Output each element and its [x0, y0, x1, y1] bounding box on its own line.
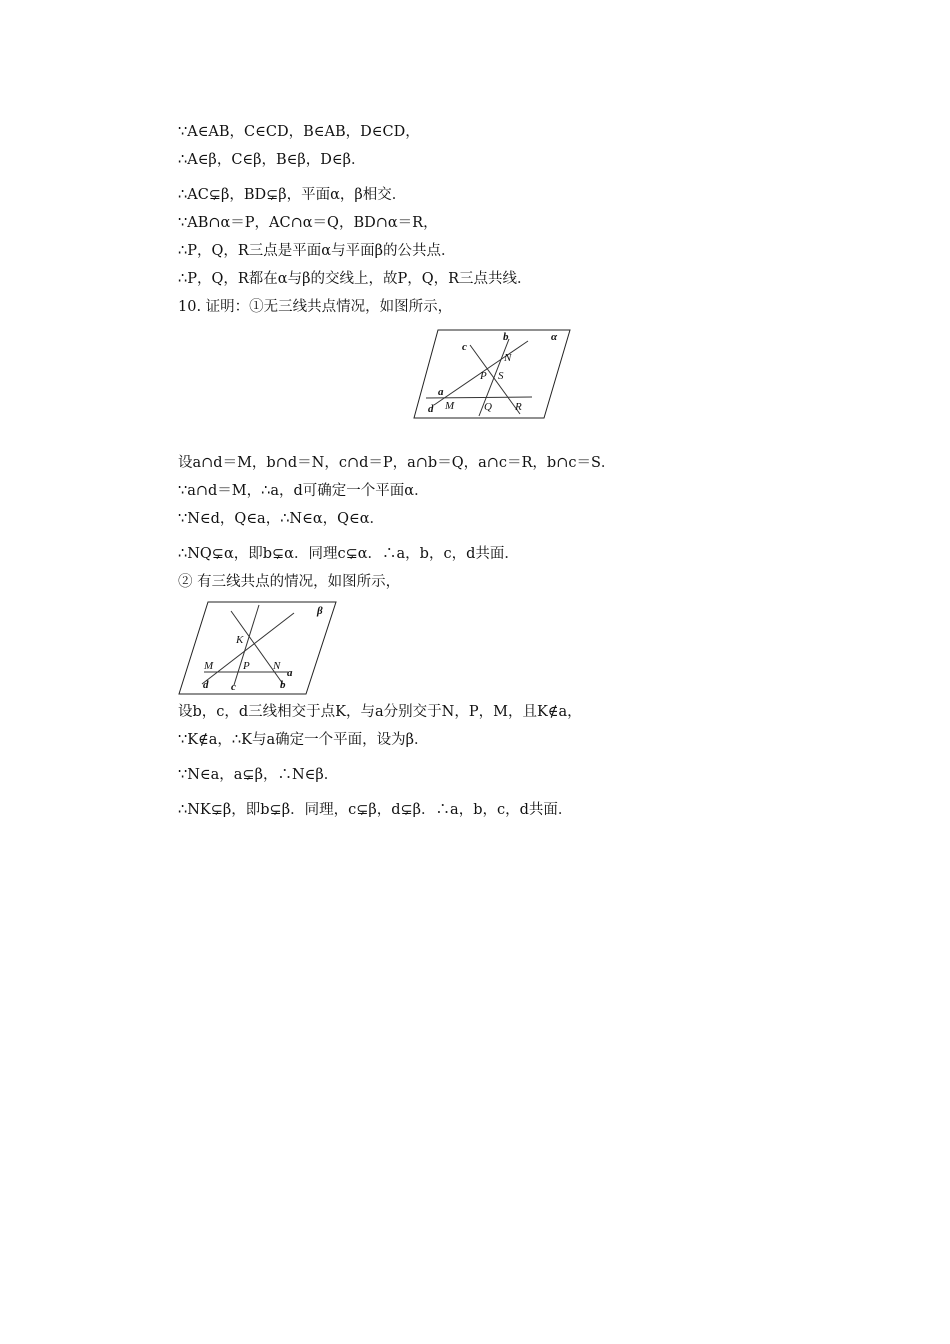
- label-M: M: [204, 660, 214, 672]
- label-R: R: [515, 401, 522, 413]
- proof-line-7: 设a∩d＝M，b∩d＝N，c∩d＝P，a∩b＝Q，a∩c＝R，b∩c＝S．: [178, 455, 616, 471]
- figure-no-three-lines-concurrent: [410, 324, 575, 426]
- proof-line-3: ∴AC⊊β，BD⊊β，平面α，β相交．: [178, 187, 407, 203]
- plane-alpha-label: α: [551, 331, 558, 343]
- line-b: [231, 611, 283, 684]
- proof-line-12: ∵K∉a，∴K与a确定一个平面，设为β．: [178, 732, 429, 748]
- label-Q: Q: [484, 401, 492, 413]
- label-N: N: [273, 660, 281, 672]
- label-c: c: [462, 341, 467, 353]
- label-S: S: [498, 370, 504, 382]
- proof-line-13: ∵N∈a，a⊊β，∴N∈β．: [178, 767, 339, 783]
- label-d: d: [428, 403, 434, 415]
- label-b: b: [503, 331, 509, 343]
- label-a: a: [287, 667, 293, 679]
- line-c: [470, 345, 520, 414]
- proof-line-2: ∴A∈β，C∈β，B∈β，D∈β．: [178, 152, 366, 168]
- figure-three-lines-concurrent: [176, 600, 340, 700]
- proof-line-11: 设b，c，d三线相交于点K，与a分别交于N，P，M，且K∉a，: [178, 704, 582, 720]
- line-d: [202, 613, 294, 684]
- problem-10-heading: 10. 证明：①无三线共点情况，如图所示，: [178, 299, 453, 315]
- proof-line-10: ∴NQ⊊α，即b⊊α．同理c⊊α．∴a，b，c，d共面．: [178, 546, 519, 562]
- proof-line-8: ∵a∩d＝M，∴a，d可确定一个平面α．: [178, 483, 429, 499]
- proof-line-1: ∵A∈AB，C∈CD，B∈AB，D∈CD，: [178, 124, 420, 140]
- label-N: N: [504, 352, 512, 364]
- label-M: M: [445, 400, 455, 412]
- label-P: P: [243, 660, 250, 672]
- label-c: c: [231, 681, 236, 693]
- label-b: b: [280, 679, 286, 691]
- plane-beta-label: β: [317, 605, 323, 617]
- proof-line-6: ∴P，Q，R都在α与β的交线上，故P，Q，R三点共线．: [178, 271, 532, 287]
- label-a: a: [438, 386, 444, 398]
- proof-line-4: ∵AB∩α＝P，AC∩α＝Q，BD∩α＝R，: [178, 215, 438, 231]
- proof-line-9: ∵N∈d，Q∈a，∴N∈α，Q∈α．: [178, 511, 385, 527]
- label-K: K: [236, 634, 244, 646]
- case-2-heading: ② 有三线共点的情况，如图所示，: [178, 574, 401, 590]
- plane-alpha: [414, 330, 570, 418]
- proof-line-14: ∴NK⊊β，即b⊊β．同理，c⊊β，d⊊β．∴a，b，c，d共面．: [178, 802, 573, 818]
- proof-line-5: ∴P，Q，R三点是平面α与平面β的公共点．: [178, 243, 456, 259]
- label-P: P: [480, 370, 487, 382]
- label-d: d: [203, 679, 209, 691]
